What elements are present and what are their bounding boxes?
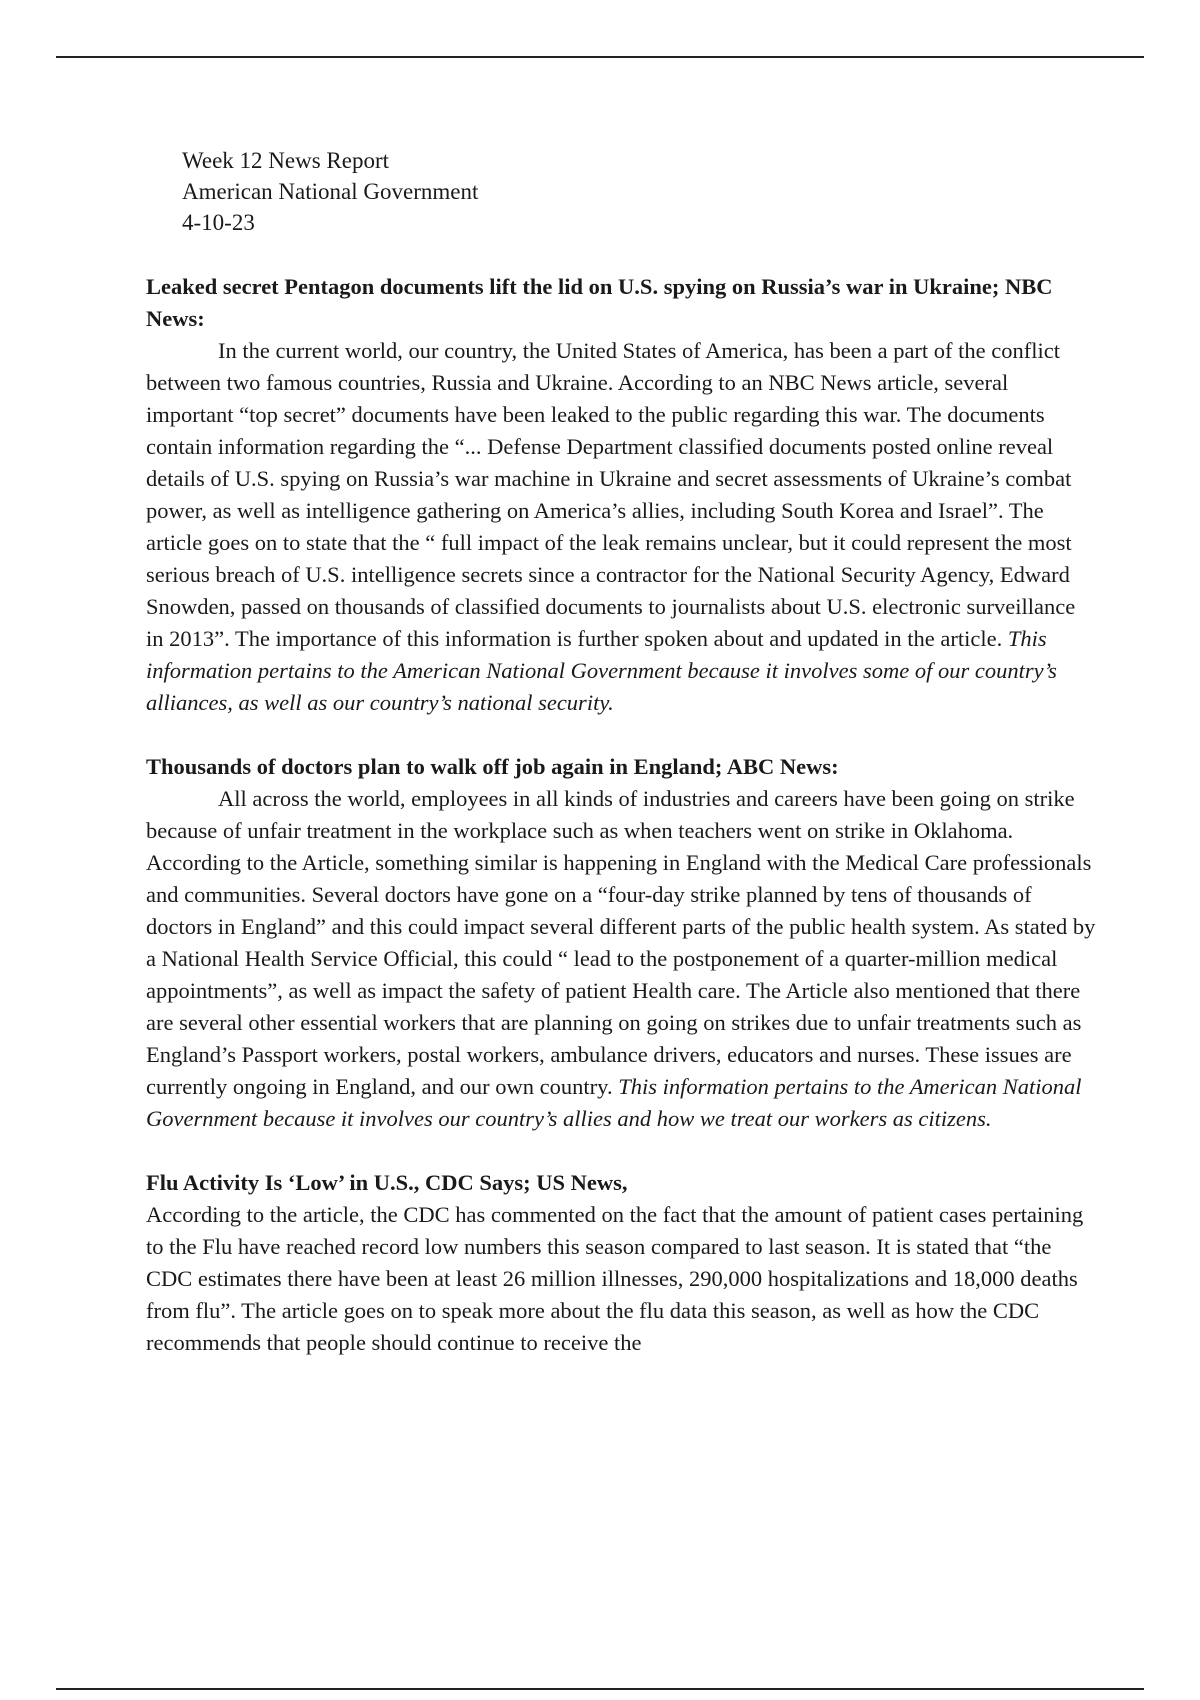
article-2-text: All across the world, employees in all kinds of industries and careers have been going on strike because of unfair treatment in the workplace such as when teachers went on strike in Oklahoma. According to the Article, something similar is happening in England with the Medical Care professionals and communities. Several doctors have gone on a “four-day strike planned by tens of thousands of doctors in England” and this could impact several different parts of the public health system. As stated by a National Health Service Official, this could “ lead to the postponement of a quarter-million medical appointments”, as well as impact the safety of patient Health care. The Article also mentioned that there are several other essential workers that are planning on going on strikes due to unfair treatments such as England’s Passport workers, postal workers, ambulance drivers, educators and nurses. These issues are currently ongoing in England, and our own country. xyxy=(146,786,1096,1099)
article-2 xyxy=(146,751,1096,1135)
article-1-relevance: This information pertains to the American National Government because it involves some of our country’s alliances, as well as our country’s national security. xyxy=(146,626,1057,715)
article-3 xyxy=(146,1167,1096,1359)
article-1-text: In the current world, our country, the United States of America, has been a part of the conflict between two famous countries, Russia and Ukraine. According to an NBC News article, several important “top secret” documents have been leaked to the public regarding this war. The documents contain information regarding the “... Defense Department classified documents posted online reveal details of U.S. spying on Russia’s war machine in Ukraine and secret assessments of Ukraine’s combat power, as well as intelligence gathering on America’s allies, including South Korea and Israel”. The article goes on to state that the “ full impact of the leak remains unclear, but it could represent the most serious breach of U.S. intelligence secrets since a contractor for the National Security Agency, Edward Snowden, passed on thousands of classified documents to journalists about U.S. electronic surveillance in 2013”. The importance of this information is further spoken about and updated in the article. xyxy=(146,338,1076,651)
article-3-title: Flu Activity Is ‘Low’ in U.S., CDC Says; US News, xyxy=(146,1170,628,1195)
top-rule xyxy=(56,56,1144,58)
report-title: Week 12 News Report xyxy=(182,148,390,173)
article-1 xyxy=(146,271,1096,719)
article-2-body xyxy=(146,783,1096,1135)
document-body xyxy=(146,271,1096,1391)
report-header xyxy=(182,145,478,238)
article-2-title: Thousands of doctors plan to walk off job again in England; ABC News: xyxy=(146,754,839,779)
article-2-relevance: This information pertains to the American National Government because it involves our country’s allies and how we treat our workers as citizens. xyxy=(146,1074,1082,1131)
article-3-body xyxy=(146,1199,1096,1359)
bottom-rule xyxy=(56,1688,1144,1690)
article-1-title: Leaked secret Pentagon documents lift the lid on U.S. spying on Russia’s war in Ukraine; NBC News: xyxy=(146,274,1053,331)
article-1-body xyxy=(146,335,1096,719)
report-date: 4-10-23 xyxy=(182,210,255,235)
article-3-text: According to the article, the CDC has commented on the fact that the amount of patient cases pertaining to the Flu have reached record low numbers this season compared to last season. It is stated that “the CDC estimates there have been at least 26 million illnesses, 290,000 hospitalizations and 18,000 deaths from flu”. The article goes on to speak more about the flu data this season, as well as how the CDC recommends that people should continue to receive the xyxy=(146,1202,1084,1355)
course-name: American National Government xyxy=(182,179,479,204)
